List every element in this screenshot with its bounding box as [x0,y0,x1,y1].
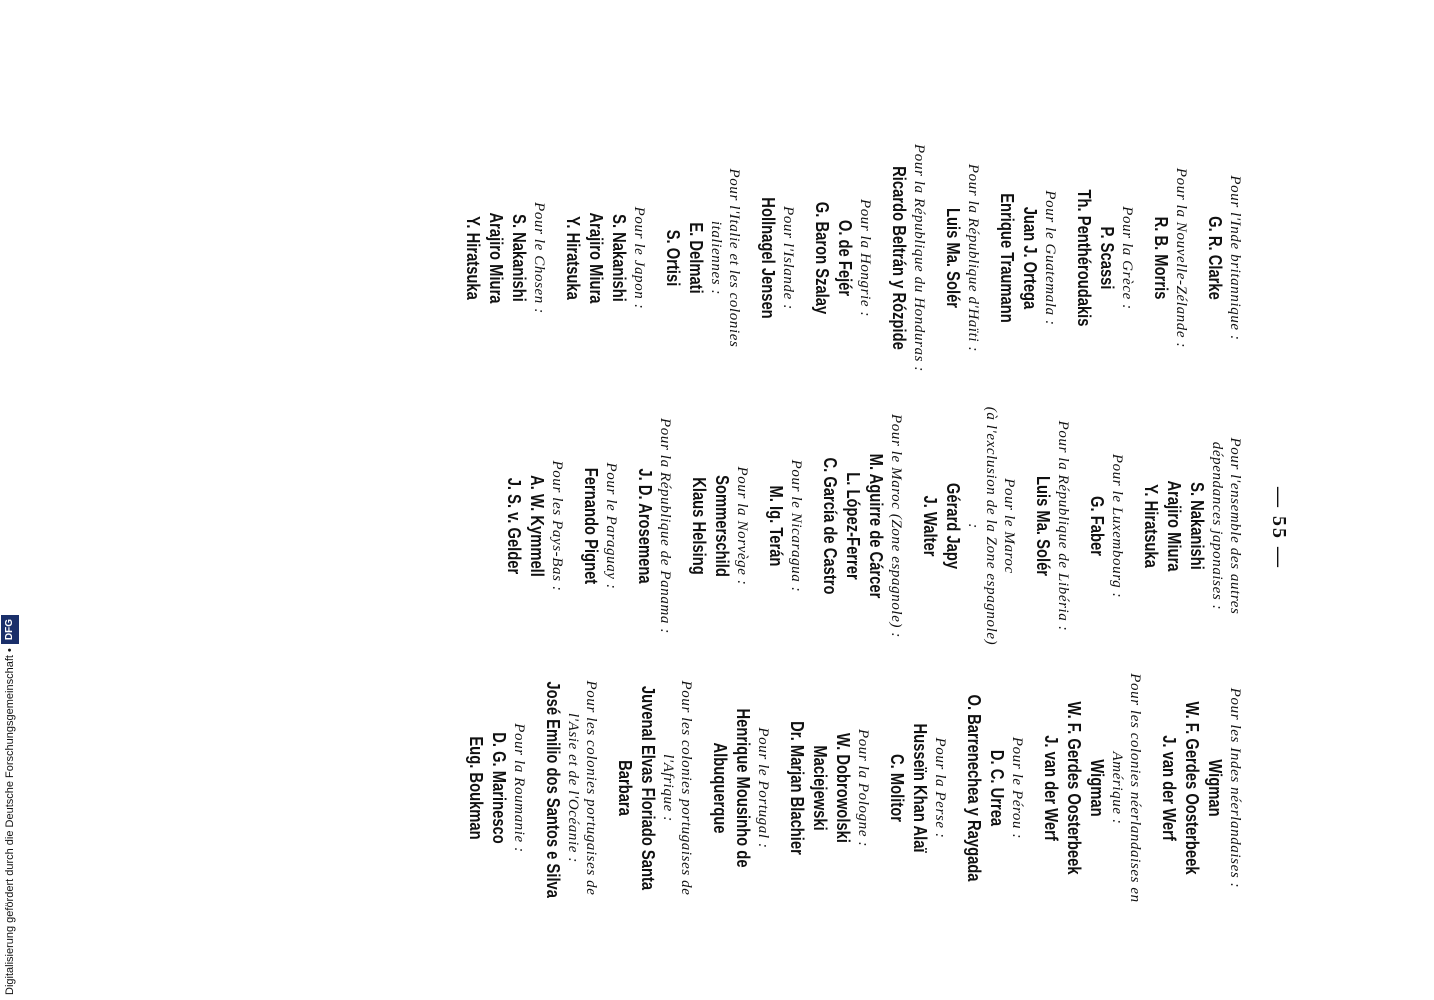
signatory-name: D. C. Urrea [987,749,1007,827]
signatory-entry [887,138,928,378]
signatory-name: C. Molitor [887,753,907,823]
signatory-name: Arajiro Miura [586,212,606,304]
country-heading: Pour le Pérou : [1009,736,1025,840]
signatory-entry [502,406,566,646]
signatory-name: Ricardo Beltrán y Rózpide [889,166,909,350]
signatory-name: Husseïn Khan Alaï [910,723,930,853]
signatory-entry [1139,406,1244,646]
country-heading: Pour le Nicaragua : [788,459,804,593]
signatory-name: G. Baron Szalay [812,201,832,315]
signatory-entry [1157,658,1244,918]
signatory-name: L. López-Ferrer [843,472,863,580]
signatory-entry [962,658,1026,918]
signatory-entry [818,406,905,646]
signatory-name: S. Nakanishi [1187,482,1207,570]
signatory-name: Juan J. Ortega [1020,206,1040,310]
country-heading: Pour l'Italie et les colonies italiennes : [708,168,742,348]
signatory-entry [810,138,874,378]
signatory-name: S. Nakanishi [609,214,629,302]
signatory-entry [756,138,797,378]
signatory-entry [708,658,772,918]
signatory-name: J. van der Werf [1159,735,1179,841]
signatory-name: Y. Hiratsuka [1141,484,1161,568]
signatory-name: P. Scassi [1097,226,1117,290]
signatory-entry [461,138,548,378]
signatory-entry [1072,138,1136,378]
country-heading: Pour la République du Honduras : [911,144,927,372]
signatory-entry [785,658,872,918]
signatory-name: J. S. v. Gelder [504,477,524,575]
signatory-name: W. Dobrowolski [833,733,853,843]
country-heading: Pour la Hongrie : [857,198,873,318]
signatory-entry [1203,138,1244,378]
signatory-column-left [448,138,1292,378]
signatory-name: J. van der Werf [1041,735,1061,841]
signatory-name: Arajiro Miura [1164,480,1184,572]
digitization-credit [1,615,19,995]
country-heading: Pour la Grèce : [1119,206,1135,310]
signatory-column-middle [489,406,1292,646]
signatory-entry [561,138,648,378]
signatory-name: Arajiro Miura [486,212,506,304]
country-heading: Pour l'Islande : [780,206,796,310]
signatory-name: Wigman [1087,759,1107,817]
signatory-entry [885,658,949,918]
signatory-entry [1149,138,1190,378]
signatory-entry [687,406,751,646]
signatory-name: W. F. Gerdes Oosterbeek [1182,701,1202,875]
signatory-entry [464,658,528,918]
signatory-entry [1031,406,1072,646]
country-heading: Pour les colonies portugaises de l'Afrique : [660,680,694,896]
signatory-entry [579,406,620,646]
signatory-entry [1085,406,1126,646]
signatory-name: D. G. Marinesco [489,732,509,844]
signatory-name: Fernando Pignet [581,467,601,585]
signatory-name: G. R. Clarke [1205,216,1225,300]
country-heading: Pour la Roumanie : [511,723,527,853]
page-number: — 55 — [1268,487,1290,569]
rotated-page-content [327,138,1292,918]
signatory-name: Henrique Mousinho de [733,708,753,868]
country-heading: Pour la République d'Haïti : [965,163,981,353]
country-heading: Pour le Maroc (Zone espagnole) : [888,413,904,638]
signatory-entry [918,406,1018,646]
country-heading: Pour le Chosen : [531,202,547,314]
dfg-logo: DFG [1,615,19,644]
signatory-entry [941,138,982,378]
signatory-name: J. Walter [920,495,940,557]
signatory-name: Albuquerque [710,742,730,834]
signatory-name: J. D. Arosemena [635,468,655,584]
signatory-name: Gérard Japy [943,482,963,570]
country-heading: Pour la République de Libéria : [1055,420,1071,632]
signatory-name: Hollnagel Jensen [758,197,778,319]
signatory-name: Luis Ma. Solér [943,207,963,309]
country-heading: Pour le Guatemala : [1042,190,1058,326]
signatory-name: M. Aguirre de Cárcer [866,453,886,599]
signatory-name: Barbara [615,760,635,816]
signatory-column-right [451,658,1292,918]
signatory-name: Sommerschild [712,475,732,577]
country-heading: Pour les colonies néerlandaises en Amérique : [1109,673,1143,903]
credit-text: Digitalisierung gefördert durch die Deutsche Forschungsgemeinschaft • [4,648,16,995]
signatory-name: E. Delmati [686,222,706,294]
signatory-entry [633,406,674,646]
signatory-name: S. Nakanishi [509,214,529,302]
signatory-entry [613,658,695,918]
country-heading: Pour la Norvège : [734,466,750,586]
country-heading: Pour le Paraguay : [603,462,619,590]
signatory-entry [764,406,805,646]
country-heading: Pour le Portugal : [755,727,771,849]
country-heading: Pour les colonies portugaises de l'Asie et de l'Océanie : [565,680,599,896]
signatory-name: Maciejewski [810,745,830,831]
signatory-entry [995,138,1059,378]
signatory-name: Y. Hiratsuka [563,216,583,300]
signatory-name: M. Ig. Terán [766,485,786,567]
country-heading: Pour l'ensemble des autres dépendances japonaises : [1209,437,1243,615]
signatory-name: Enrique Traumann [997,193,1017,323]
signatory-name: O. de Fejér [835,219,855,297]
signatory-name: G. Faber [1087,496,1107,556]
signatory-name: C. García de Castro [820,457,840,595]
signatory-name: Y. Hiratsuka [463,216,483,300]
signatory-name: S. Ortisi [663,229,683,287]
signatory-name: José Emilio dos Santos e Silva [543,681,563,898]
country-heading: Pour la République de Panama : [657,418,673,634]
country-heading: Pour la Pologne : [855,728,871,848]
signatory-name: O. Barrenechea y Raygada [964,694,984,882]
country-heading: Pour le Luxembourg : [1109,453,1125,599]
signatory-name: Eug. Boukman [466,736,486,840]
country-heading: Pour les Indes néerlandaises : [1227,687,1243,889]
country-heading: Pour la Perse : [932,737,948,839]
signatory-name: Luis Ma. Solér [1033,475,1053,577]
signatory-name: Dr. Marjan Blachier [787,721,807,855]
signatory-name: W. F. Gerdes Oosterbeek [1064,701,1084,875]
country-heading: Pour le Maroc (à l'exclusion de la Zone espagnole) : [965,406,1017,646]
signatory-name: A. W. Kymmell [527,475,547,577]
country-heading: Pour l'Inde britannique : [1227,175,1243,341]
signatory-entry [1039,658,1144,918]
signatory-name: Juvenal Elvas Floriado Santa [638,685,658,891]
signatory-entry [661,138,743,378]
country-heading: Pour le Japon : [631,206,647,310]
signatory-name: Wigman [1205,759,1225,817]
country-heading: Pour la Nouvelle-Zélande : [1173,167,1189,349]
country-heading: Pour les Pays-Bas : [549,460,565,592]
signatory-name: Th. Penthéroudakis [1074,189,1094,327]
signatory-name: Klaus Helsing [689,477,709,575]
signatory-name: R. B. Morris [1151,216,1171,300]
signatory-entry [541,658,600,918]
